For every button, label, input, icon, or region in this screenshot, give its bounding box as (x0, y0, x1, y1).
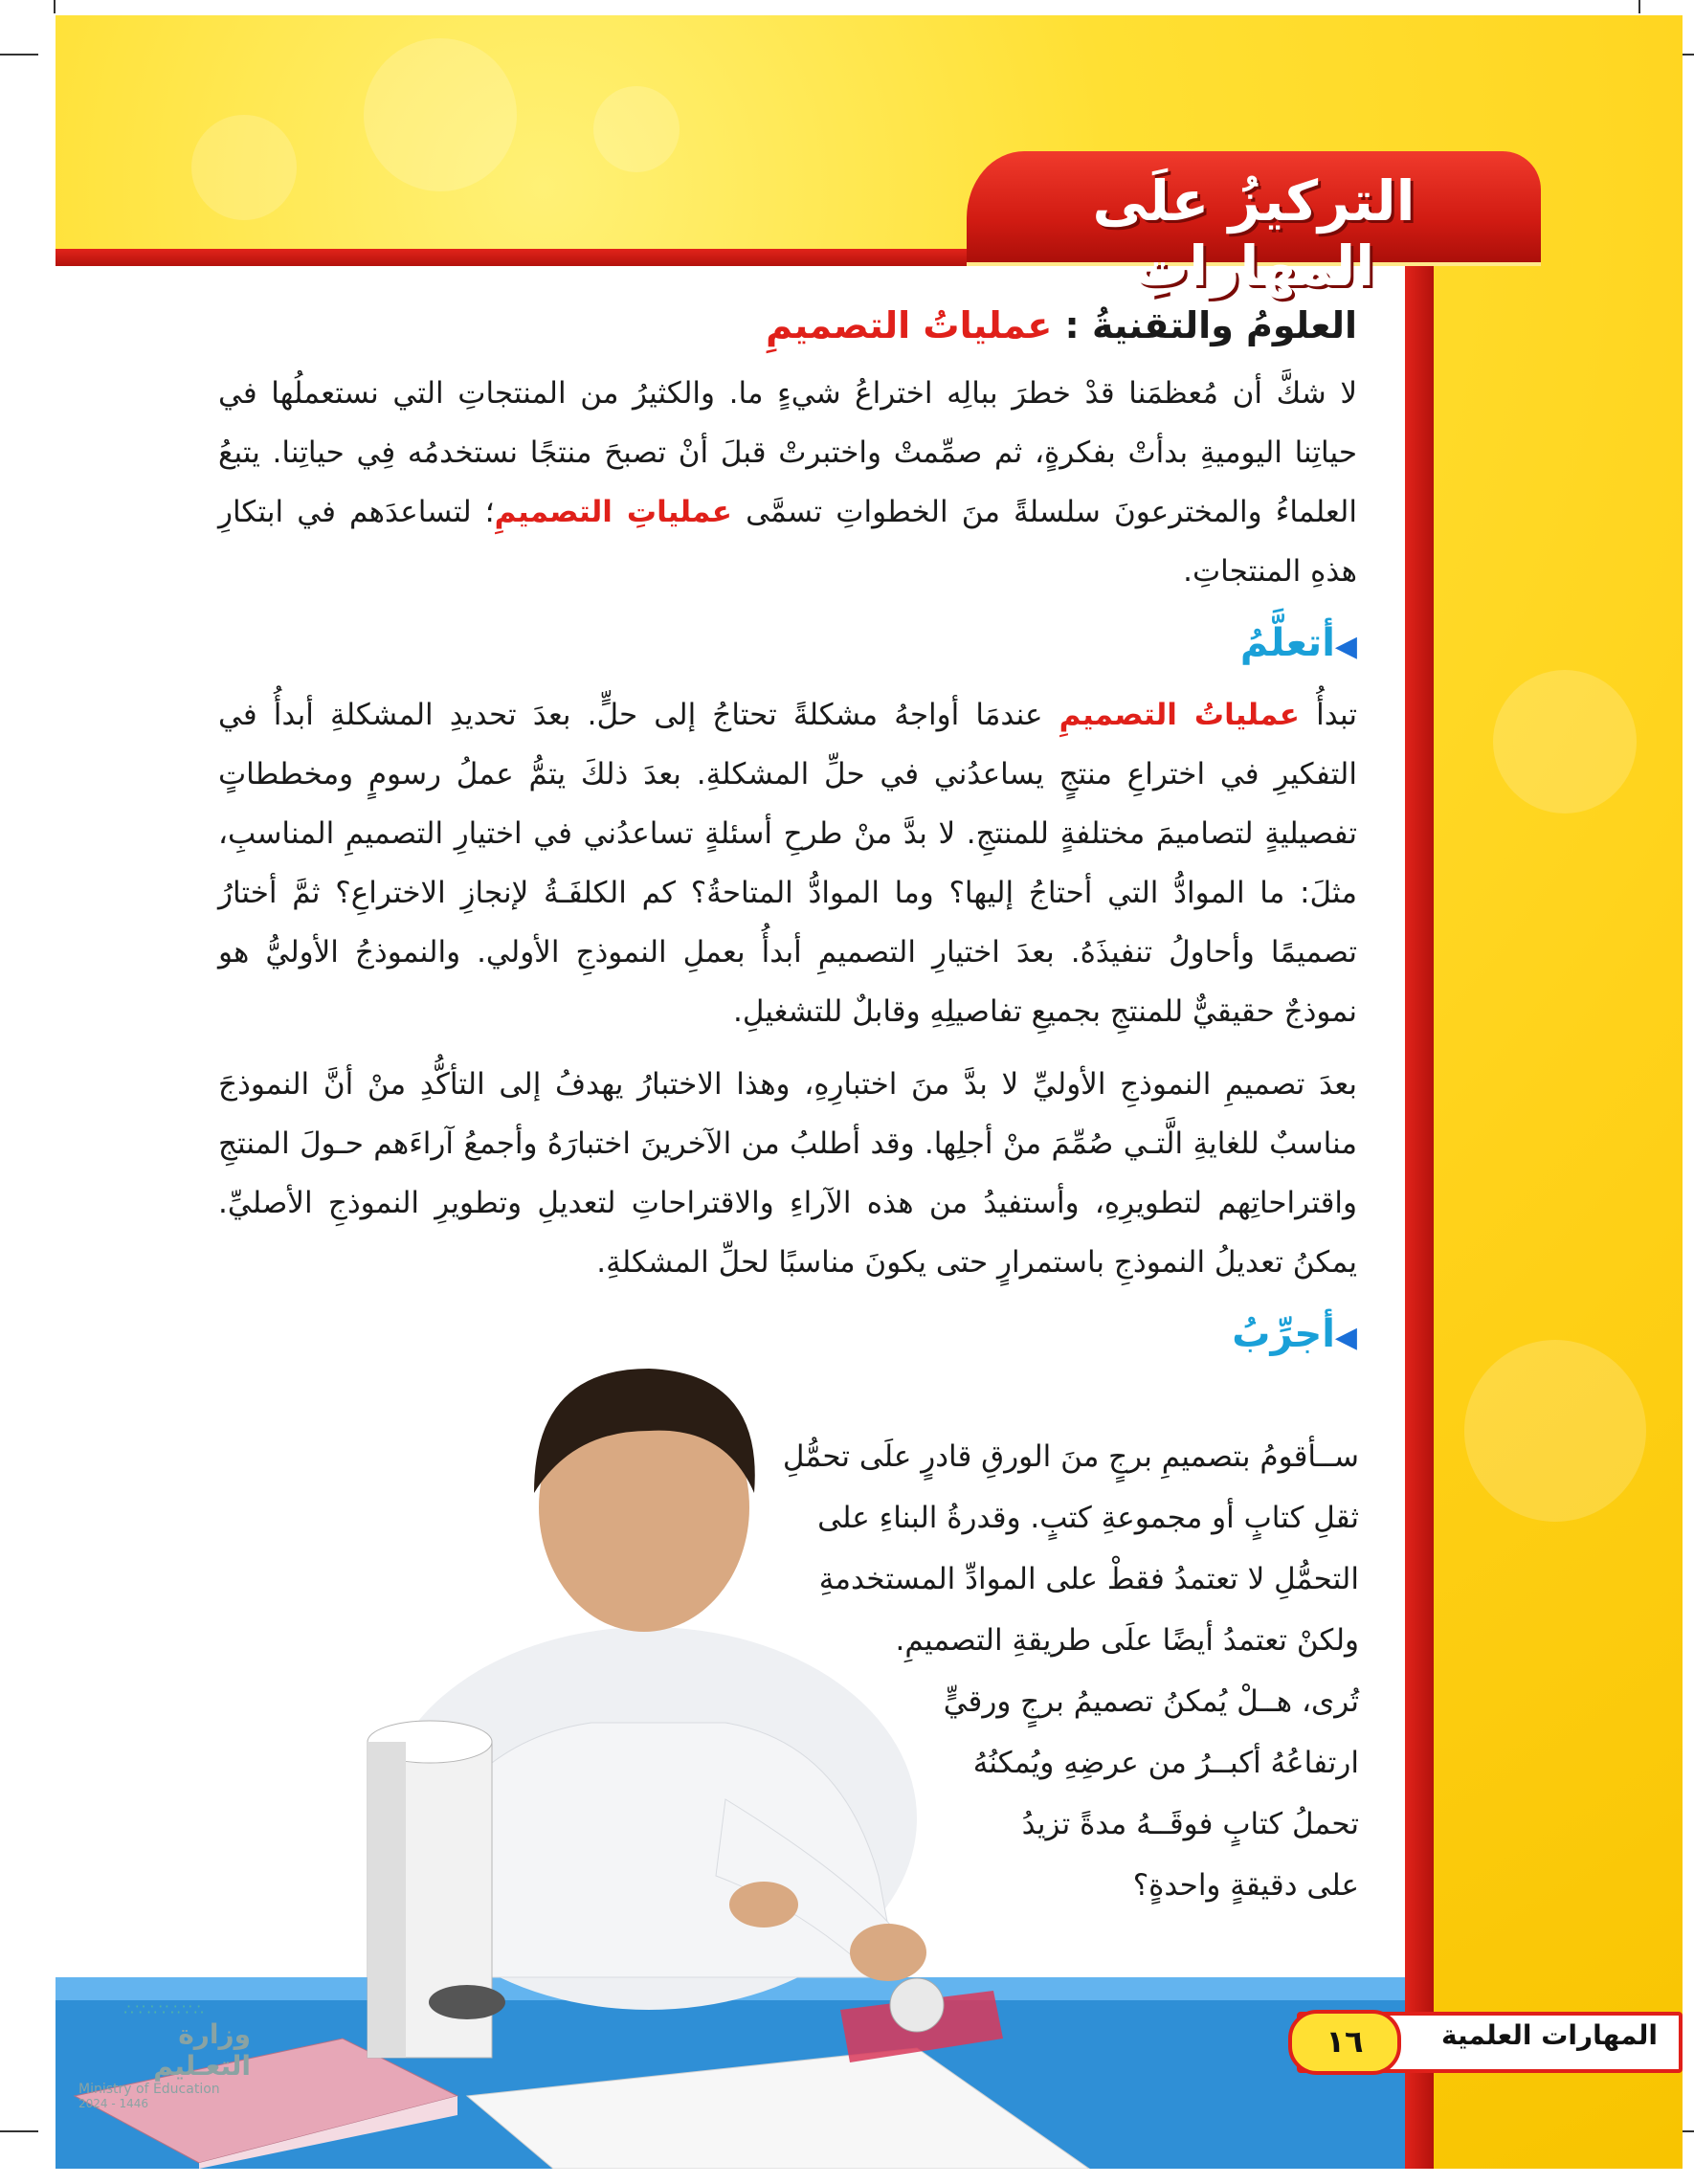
trim-mark (0, 54, 38, 56)
trim-mark (1638, 0, 1640, 13)
subject-label: العلومُ والتقنيةُ (1091, 304, 1357, 346)
page-title: التركيزُ علَى المهاراتِ (1092, 168, 1415, 299)
try-line: ثقلِ كتابٍ أو مجموعةِ كتبٍ. وقدرةُ البناءِ على (817, 1501, 1359, 1535)
intro-text: لا شكَّ أن مُعظمَنا قدْ خطرَ ببالِه اختراعُ شيءٍ ما. والكثيرُ من المنتجاتِ التي نستعملُها في حياتِنا اليوميةِ بدأتْ بفكرةٍ، ثم صمِّمتْ واختبرتْ قبلَ أنْ تصبحَ منتجًا نستخدمُه فِي حياتِنا. يتبعُ العلماءُ والمخترعونَ سلسلةً منَ الخطواتِ تسمَّى (218, 376, 1357, 529)
decorative-bubble (1464, 1340, 1646, 1522)
decorative-bubble (593, 86, 680, 172)
triangle-marker-icon: ◀ (1334, 1321, 1357, 1354)
ministry-name-ar: وزارة التعـليم (153, 2018, 251, 2082)
footer-section-label: المهارات العلمية (1440, 2019, 1658, 2051)
ministry-logo (78, 2000, 251, 2110)
try-line: التحمُّلِ لا تعتمدُ فقطْ على الموادِّ المستخدمةِ (818, 1562, 1359, 1596)
try-line: ارتفاعُهُ أكبــرُ من عرضِهِ ويُمكنُهُ (972, 1746, 1359, 1780)
main-content (218, 297, 1357, 1376)
try-line: تحملُ كتابٍ فوقَــهُ مدةً تزيدُ (1021, 1807, 1359, 1841)
ministry-year: 2024 - 1446 (78, 2097, 149, 2110)
try-text-block (782, 1426, 1359, 1916)
learn-highlight: عملياتُ التصميمِ (1059, 698, 1300, 732)
stapler (429, 1985, 505, 2019)
try-line: تُرى، هــلْ يُمكنُ تصميمُ برجٍ ورقيٍّ (943, 1684, 1359, 1719)
topic-label: عملياتُ التصميمِ (766, 304, 1053, 346)
decorative-bubble (364, 38, 517, 191)
try-line: على دقيقةٍ واحدةٍ؟ (1132, 1868, 1359, 1903)
ministry-name-en: Ministry of Education (78, 2082, 220, 2097)
intro-paragraph (218, 364, 1357, 601)
page-number: ١٦ (1288, 2010, 1401, 2075)
right-red-strip (1405, 249, 1434, 2169)
learn-heading (218, 614, 1357, 676)
learn-heading-text: أتعلَّمُ (1239, 621, 1335, 665)
intro-text-end: ؛ لتساعدَهم في ابتكارِ هذهِ المنتجاتِ. (218, 495, 1357, 589)
try-line: ســأقومُ بتصميمِ برجٍ منَ الورقِ قادرٍ علَى تحمُّلِ (782, 1439, 1359, 1474)
try-heading-text: أجرِّبُ (1232, 1312, 1335, 1356)
section-subtitle (218, 297, 1357, 354)
subtitle-separator: : (1064, 304, 1080, 346)
learn-paragraph-1 (218, 685, 1357, 1041)
triangle-marker-icon: ◀ (1334, 630, 1357, 663)
learn-text: عندمَا أواجهُ مشكلةً تحتاجُ إلى حلٍّ. بعدَ تحديدِ المشكلةِ أبدأُ في التفكيرِ في اختراعِ منتجٍ يساعدُني في حلِّ المشكلةِ. بعدَ ذلكَ يتمُّ عملُ رسومٍ ومخططاتٍ تفصيليةٍ لتصاميمَ مختلفةٍ للمنتجِ. لا بدَّ منْ طرحِ أسئلةٍ تساعدُني في اختيارِ التصميمِ المناسبِ، مثلَ: ما الموادُّ التي أحتاجُ إليها؟ وما الموادُّ المتاحةُ؟ كم الكلفَـةُ لإنجازِ الاختراعِ؟ ثمَّ أختارُ تصميمًا وأحاولُ تنفيذَهُ. بعدَ اختيارِ التصميمِ أبدأُ بعملِ النموذجِ الأولي. والنموذجُ الأوليُّ هو نموذجٌ حقيقيٌّ للمنتجِ بجميعِ تفاصيلِهِ وقابلٌ للتشغيلِ. (218, 698, 1357, 1029)
learn-paragraph-2: بعدَ تصميمِ النموذجِ الأوليِّ لا بدَّ منَ اختبارِهِ، وهذا الاختبارُ يهدفُ إلى التأكُّدِ منْ أنَّ النموذجَ مناسبٌ للغايةِ الَّتـي صُمِّمَ منْ أجلِها. وقد أطلبُ من الآخرينَ اختبارَهُ وأجمعُ آراءَهم حـولَ المنتجِ واقتراحاتِهم لتطويرِهِ، وأستفيدُ من هذه الآراءِ والاقتراحاتِ لتعديلِ وتطويرِ النموذجِ الأصليِّ. يمكنُ تعديلُ النموذجِ باستمرارٍ حتى يكونَ مناسبًا لحلِّ المشكلةِ. (218, 1067, 1357, 1280)
boy-hand (850, 1924, 926, 1981)
decorative-bubble (191, 115, 297, 220)
intro-highlight: عملياتِ التصميمِ (494, 495, 732, 529)
trim-mark (0, 2130, 38, 2132)
trim-mark (54, 0, 56, 13)
ministry-dots-icon: ∴∵∴∵∴∵∴ (123, 2000, 206, 2018)
decorative-bubble (1493, 670, 1637, 813)
learn-text-start: تبدأُ (1316, 698, 1357, 732)
try-line: ولكنْ تعتمدُ أيضًا علَى طريقةِ التصميمِ. (895, 1623, 1359, 1658)
try-heading (218, 1305, 1357, 1367)
